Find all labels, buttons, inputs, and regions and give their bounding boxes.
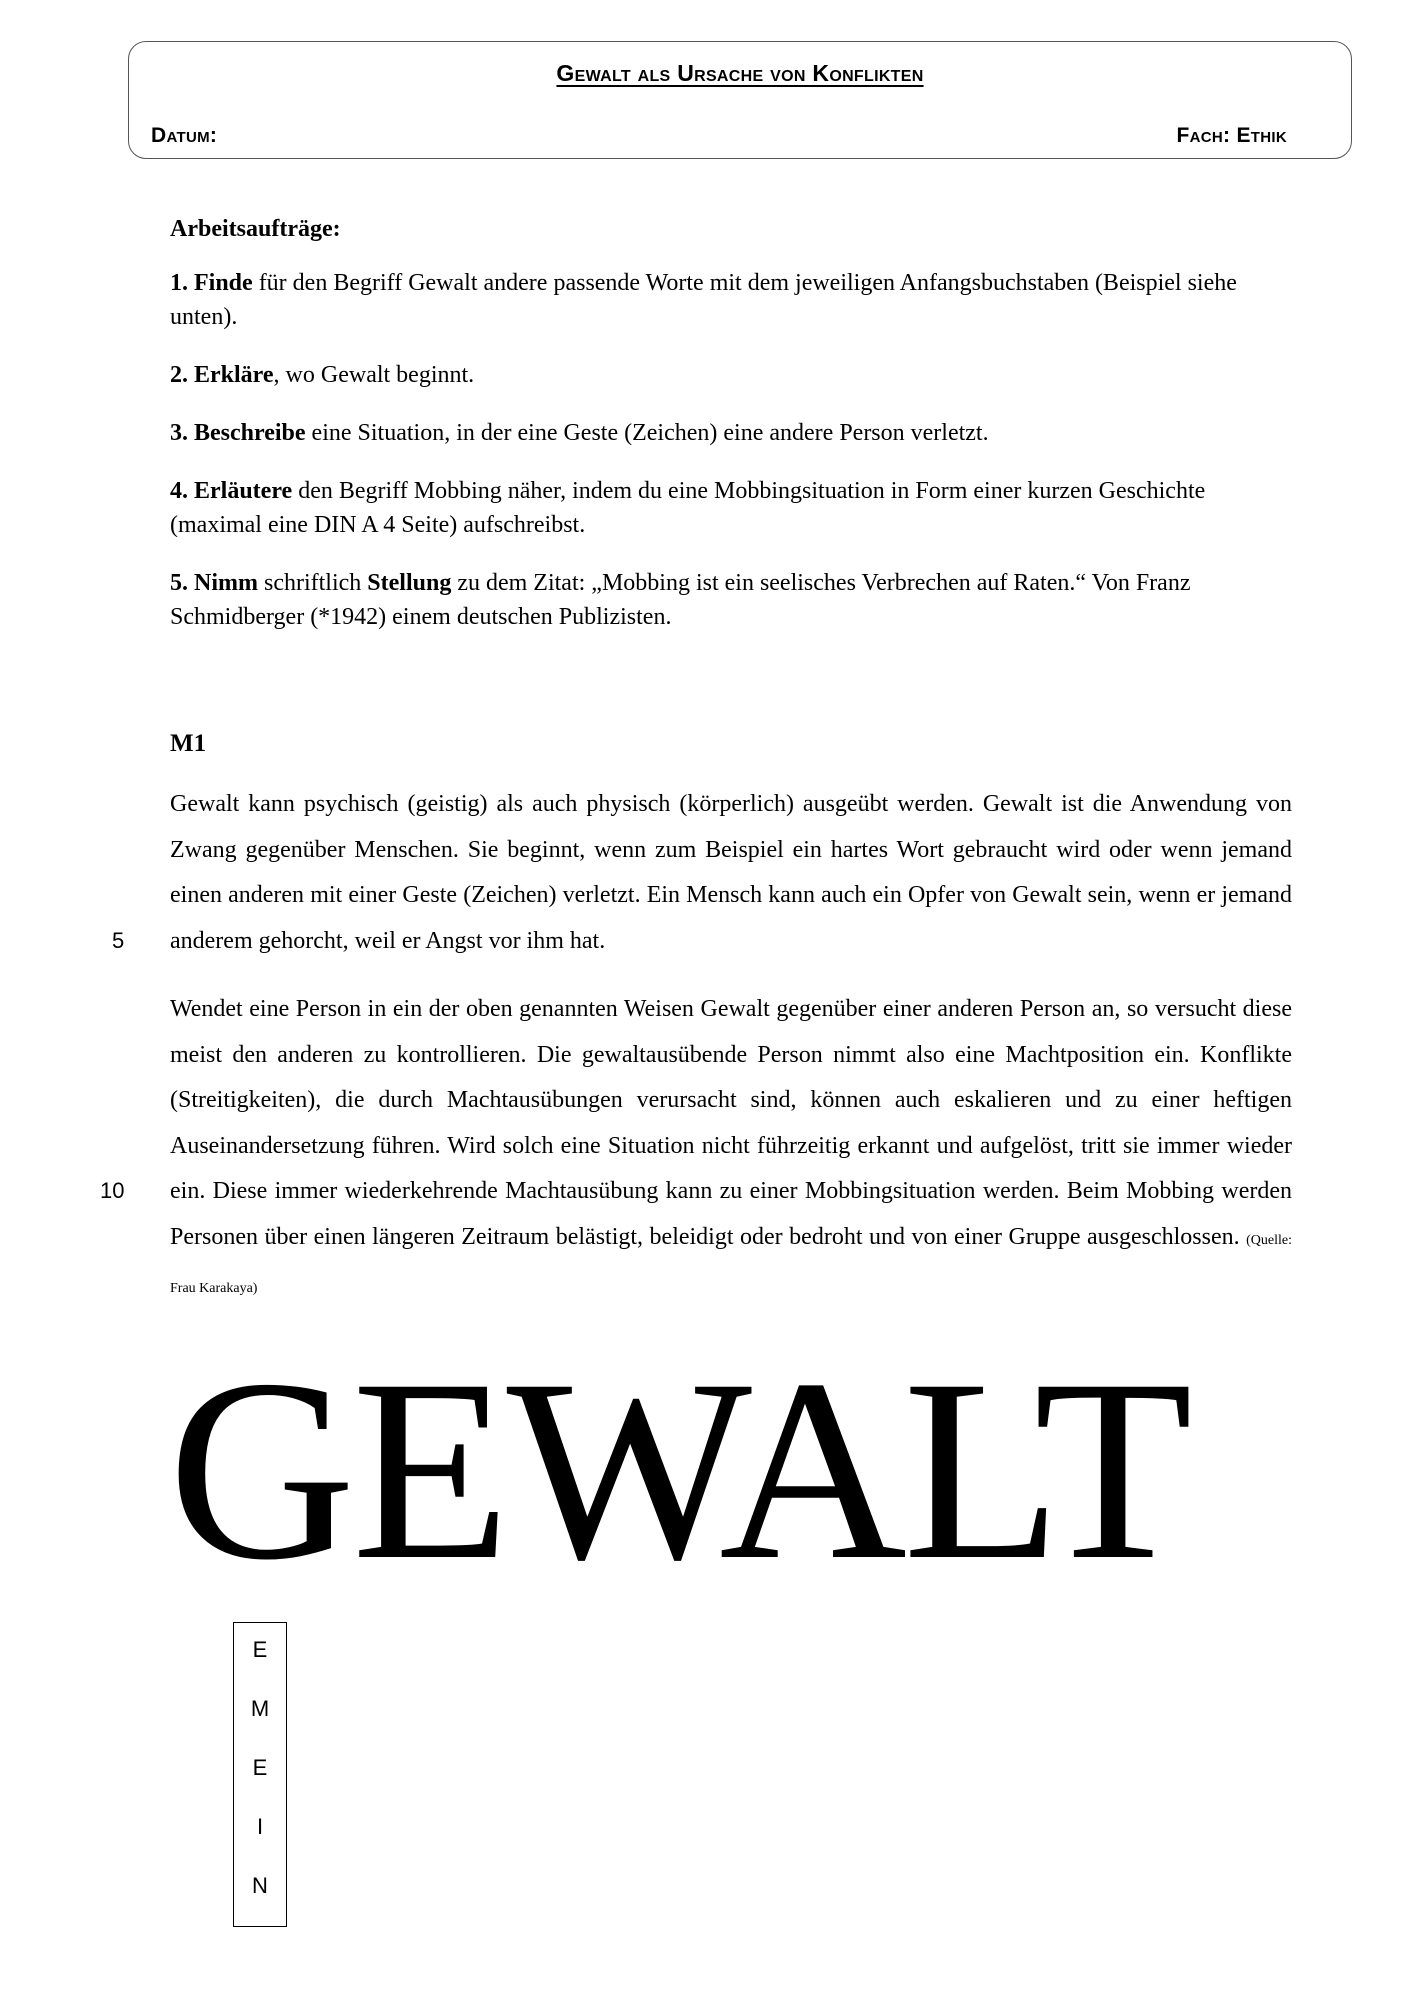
paragraph-2-text: Wendet eine Person in ein der oben genannten Weisen Gewalt gegenüber einer anderen Person an, so versucht diese meist den anderen zu kontrollieren. Die gewaltausübende Person nimmt also eine Machtposition ein. Konflikte (Streitigkeiten), die durch Machtausübungen verursacht sind, können auch eskalieren und zu einer heftigen Auseinandersetzung führen. Wird solch eine Situation nicht führzeitig erkannt und aufgelöst, tritt sie immer wieder ein. Diese immer wiederkehrende Machtausübung kann zu einer Mobbingsituation werden. Beim Mobbing werden Personen über einen längeren Zeitraum belästigt, beleidigt oder bedroht und von einer Gruppe ausgeschlossen. <box>170 996 1292 1250</box>
task-item-2: 2. Erkläre, wo Gewalt beginnt. <box>170 362 475 388</box>
task-item-4: 4. Erläutere den Begriff Mobbing näher, indem du eine Mobbingsituation in Form einer kurzen Geschichte (maximal eine DIN A 4 Seite) aufschreibst. <box>170 478 1206 538</box>
source-citation: (Quelle: Frau Karakaya) <box>170 1232 1292 1296</box>
subject-label: Fach: Ethik <box>1176 124 1287 147</box>
worksheet-title: Gewalt als Ursache von Konflikten <box>556 60 924 86</box>
date-label: Datum: <box>151 124 218 147</box>
material-paragraph-2 <box>170 987 1292 1312</box>
example-letter: E <box>252 1637 268 1662</box>
line-number-5: 5 <box>112 928 125 953</box>
header-box <box>128 41 1352 159</box>
task-item-3: 3. Beschreibe eine Situation, in der eine Geste (Zeichen) eine andere Person verletzt. <box>170 420 989 446</box>
task-item-1: 1. Finde für den Begriff Gewalt andere passende Worte mit dem jeweiligen Anfangsbuchstaben (Beispiel siehe unten). <box>170 270 1237 330</box>
example-letter: M <box>250 1696 270 1721</box>
example-letter: I <box>256 1814 264 1839</box>
material-heading: M1 <box>170 730 207 757</box>
task-list <box>170 212 1290 658</box>
acrostic-word: GEWALT <box>168 1326 1189 1614</box>
example-letter: E <box>252 1755 268 1780</box>
task-item-5: 5. Nimm schriftlich Stellung zu dem Zitat: „Mobbing ist ein seelisches Verbrechen auf Raten.“ Von Franz Schmidberger (*1942) einem deutschen Publizisten. <box>170 570 1191 630</box>
tasks-heading: Arbeitsaufträge: <box>170 216 341 242</box>
example-letter-box <box>233 1622 287 1927</box>
material-paragraph-1: Gewalt kann psychisch (geistig) als auch physisch (körperlich) ausgeübt werden. Gewalt ist die Anwendung von Zwang gegenüber Menschen. Sie beginnt, wenn zum Beispiel ein hartes Wort gebraucht wird oder wenn jemand einen anderen mit einer Geste (Zeichen) verletzt. Ein Mensch kann auch ein Opfer von Gewalt sein, wenn er jemand anderem gehorcht, weil er Angst vor ihm hat. <box>170 791 1292 954</box>
line-number-10: 10 <box>100 1178 125 1203</box>
example-letter: N <box>252 1873 268 1898</box>
